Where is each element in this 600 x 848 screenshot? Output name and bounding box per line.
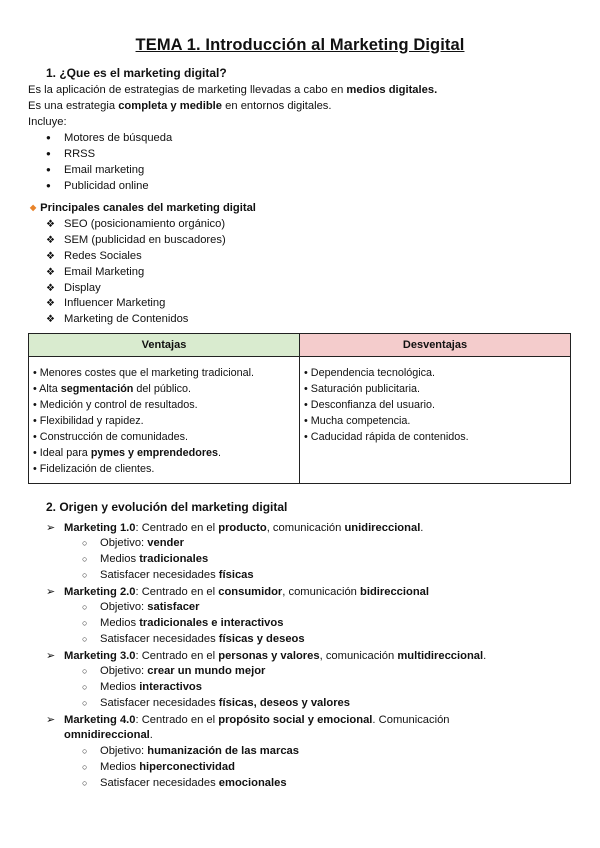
ventajas-header: Ventajas bbox=[29, 334, 300, 357]
marketing-4-continuation: omnidireccional. bbox=[64, 729, 153, 741]
ventaja-item: • Alta segmentación del público. bbox=[33, 383, 192, 395]
diamond-bullet-icon: ❖ bbox=[46, 219, 55, 230]
list-item-label: Motores de búsqueda bbox=[64, 132, 173, 144]
circle-bullet-icon: ○ bbox=[82, 554, 88, 564]
definition-bold: medios digitales. bbox=[346, 84, 438, 96]
ventaja-item: • Construcción de comunidades. bbox=[33, 431, 189, 443]
circle-bullet-icon: ○ bbox=[82, 762, 88, 772]
circle-bullet-icon: ○ bbox=[82, 618, 88, 628]
definition-text: en entornos digitales. bbox=[222, 100, 332, 112]
list-item-label: Influencer Marketing bbox=[64, 297, 166, 309]
marketing-1-item: ➢ Marketing 1.0: Centrado en el producto, comunicación unidireccional. bbox=[46, 522, 424, 534]
list-item: ○ Medios tradicionales e interactivos bbox=[82, 617, 284, 629]
list-item-label: Marketing de Contenidos bbox=[64, 313, 189, 325]
circle-bullet-icon: ○ bbox=[82, 746, 88, 756]
definition-text: Es la aplicación de estrategias de marketing llevadas a cabo en bbox=[28, 84, 347, 96]
list-item-label: SEM (publicidad en buscadores) bbox=[64, 234, 226, 246]
list-item-label: Publicidad online bbox=[64, 180, 149, 192]
list-item-label: Redes Sociales bbox=[64, 250, 142, 262]
definition-line-1 bbox=[28, 84, 437, 96]
list-item: ○ Objetivo: satisfacer bbox=[82, 601, 200, 613]
desventaja-item: • Dependencia tecnológica. bbox=[304, 367, 436, 379]
list-item bbox=[46, 266, 144, 278]
canales-heading bbox=[30, 202, 256, 214]
desventaja-item: • Saturación publicitaria. bbox=[304, 383, 421, 395]
bullet-icon: ● bbox=[46, 165, 51, 174]
definition-line-2 bbox=[28, 100, 332, 112]
list-item bbox=[46, 250, 142, 262]
list-item bbox=[46, 180, 149, 192]
list-item bbox=[46, 132, 172, 144]
marketing-2-item: ➢ Marketing 2.0: Centrado en el consumidor, comunicación bidireccional bbox=[46, 586, 430, 598]
ventaja-item: • Fidelización de clientes. bbox=[33, 463, 155, 475]
arrow-bullet-icon: ➢ bbox=[46, 714, 56, 726]
diamond-bullet-icon: ❖ bbox=[46, 235, 55, 246]
list-item: ○ Satisfacer necesidades físicas y deseos bbox=[82, 633, 305, 645]
desventaja-item: • Mucha competencia. bbox=[304, 415, 411, 427]
list-item: ○ Satisfacer necesidades emocionales bbox=[82, 777, 287, 789]
section-1-heading: 1. ¿Que es el marketing digital? bbox=[46, 66, 227, 80]
arrow-bullet-icon: ➢ bbox=[46, 586, 56, 598]
circle-bullet-icon: ○ bbox=[82, 778, 88, 788]
canales-heading-text: Principales canales del marketing digital bbox=[40, 202, 256, 214]
list-item-label: Display bbox=[64, 282, 101, 294]
desventaja-item: • Caducidad rápida de contenidos. bbox=[304, 431, 469, 443]
list-item: ○ Objetivo: humanización de las marcas bbox=[82, 745, 299, 757]
list-item bbox=[46, 164, 144, 176]
list-item-label: RRSS bbox=[64, 148, 96, 160]
list-item: ○ Medios hiperconectividad bbox=[82, 761, 235, 773]
circle-bullet-icon: ○ bbox=[82, 698, 88, 708]
desventaja-item: • Desconfianza del usuario. bbox=[304, 399, 436, 411]
document-title: TEMA 1. Introducción al Marketing Digital bbox=[135, 36, 465, 54]
marketing-3-item: ➢ Marketing 3.0: Centrado en el personas y valores, comunicación multidireccional. bbox=[46, 650, 487, 662]
list-item bbox=[46, 148, 95, 160]
list-item bbox=[46, 234, 226, 246]
bullet-icon: ● bbox=[46, 181, 51, 190]
orange-bullet-icon: ◆ bbox=[30, 203, 37, 212]
ventajas-cell bbox=[29, 357, 300, 484]
list-item-label: Email marketing bbox=[64, 164, 145, 176]
ventaja-item: • Menores costes que el marketing tradicional. bbox=[33, 367, 255, 379]
list-item: ○ Objetivo: vender bbox=[82, 537, 184, 549]
ventaja-item: • Ideal para pymes y emprendedores. bbox=[33, 447, 222, 459]
marketing-4-item: ➢ Marketing 4.0: Centrado en el propósito social y emocional. Comunicación bbox=[46, 714, 450, 726]
list-item: ○ Medios interactivos bbox=[82, 681, 202, 693]
list-item: ○ Satisfacer necesidades físicas, deseos y valores bbox=[82, 697, 351, 709]
list-item bbox=[46, 218, 225, 230]
arrow-bullet-icon: ➢ bbox=[46, 522, 56, 534]
diamond-bullet-icon: ❖ bbox=[46, 267, 55, 278]
ventaja-item: • Medición y control de resultados. bbox=[33, 399, 198, 411]
diamond-bullet-icon: ❖ bbox=[46, 283, 55, 294]
list-item: ○ Objetivo: crear un mundo mejor bbox=[82, 665, 266, 677]
ventajas-desventajas-table bbox=[28, 333, 571, 484]
list-item bbox=[46, 297, 165, 309]
circle-bullet-icon: ○ bbox=[82, 538, 88, 548]
incluye-label: Incluye: bbox=[28, 116, 67, 128]
definition-bold: completa y medible bbox=[118, 100, 223, 112]
circle-bullet-icon: ○ bbox=[82, 634, 88, 644]
diamond-bullet-icon: ❖ bbox=[46, 314, 55, 325]
bullet-icon: ● bbox=[46, 149, 51, 158]
circle-bullet-icon: ○ bbox=[82, 602, 88, 612]
diamond-bullet-icon: ❖ bbox=[46, 251, 55, 262]
arrow-bullet-icon: ➢ bbox=[46, 650, 56, 662]
list-item-label: SEO (posicionamiento orgánico) bbox=[64, 218, 226, 230]
diamond-bullet-icon: ❖ bbox=[46, 298, 55, 309]
list-item bbox=[46, 282, 101, 294]
definition-text: Es una estrategia bbox=[28, 100, 119, 112]
circle-bullet-icon: ○ bbox=[82, 682, 88, 692]
list-item: ○ Medios tradicionales bbox=[82, 553, 209, 565]
desventajas-header: Desventajas bbox=[300, 334, 571, 357]
bullet-icon: ● bbox=[46, 133, 51, 142]
desventajas-cell bbox=[300, 357, 571, 484]
ventaja-item: • Flexibilidad y rapidez. bbox=[33, 415, 144, 427]
list-item bbox=[46, 313, 188, 325]
list-item-label: Email Marketing bbox=[64, 266, 145, 278]
circle-bullet-icon: ○ bbox=[82, 666, 88, 676]
circle-bullet-icon: ○ bbox=[82, 570, 88, 580]
list-item: ○ Satisfacer necesidades físicas bbox=[82, 569, 254, 581]
section-2-heading: 2. Origen y evolución del marketing digital bbox=[46, 500, 288, 514]
